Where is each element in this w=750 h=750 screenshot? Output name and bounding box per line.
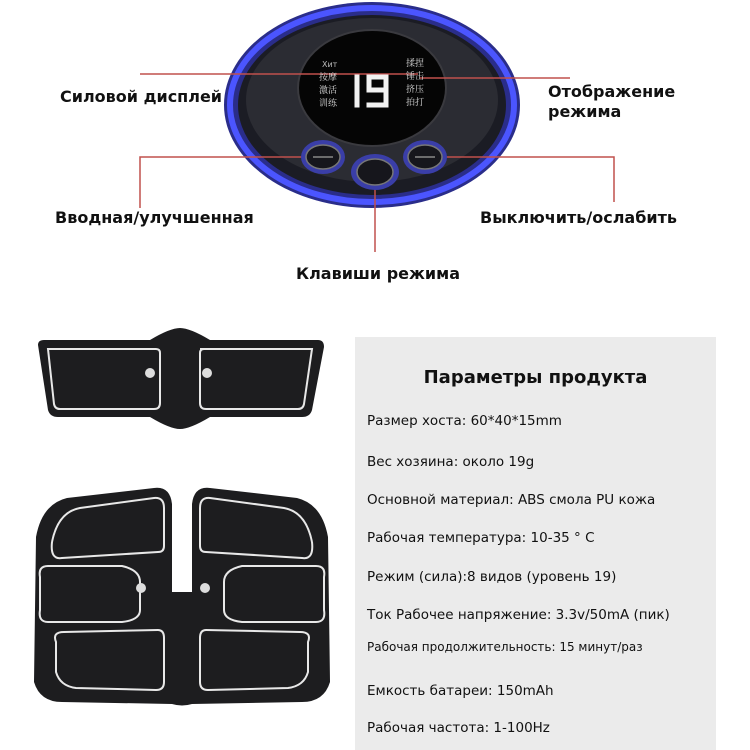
callout-mode-keys: Клавиши режима xyxy=(296,264,461,283)
left-mode-labels xyxy=(319,72,337,111)
callout-mode-display xyxy=(548,82,675,122)
mode-label: 激活 xyxy=(319,86,338,96)
display-mode-text: Хит xyxy=(322,60,338,69)
callout-power-display: Силовой дисплей xyxy=(60,87,223,106)
param-work-temp: Рабочая температура: 10-35 ° C xyxy=(367,530,595,546)
device-illustration xyxy=(0,0,750,300)
param-current-voltage: Ток Рабочее напряжение: 3.3v/50mA (пик) xyxy=(367,607,670,623)
param-host-weight: Вес хозяина: около 19g xyxy=(367,454,535,470)
level-readout xyxy=(352,70,353,71)
param-material: Основной материал: ABS смола PU кожа xyxy=(367,492,656,508)
param-host-size: Размер хоста: 60*40*15mm xyxy=(367,413,562,429)
param-work-duration: Рабочая продолжительность: 15 минут/раз xyxy=(367,640,643,654)
mode-label: 训练 xyxy=(319,99,338,109)
mode-label: 锤击 xyxy=(406,72,425,82)
mode-label: 揉捏 xyxy=(406,59,425,69)
params-title: Параметры продукта xyxy=(423,367,648,388)
param-battery-capacity: Емкость батареи: 150mAh xyxy=(367,683,554,699)
abs-pad-illustration xyxy=(22,482,342,712)
mode-label: 按摩 xyxy=(319,73,338,83)
product-parameters-panel xyxy=(355,337,716,750)
param-mode-strength: Режим (сила):8 видов (уровень 19) xyxy=(367,569,617,585)
callout-input-upgrade: Вводная/улучшенная xyxy=(55,208,254,227)
callout-mode-display-line2: режима xyxy=(548,102,622,121)
mode-label: 挤压 xyxy=(406,85,425,95)
mode-label: 拍打 xyxy=(406,98,425,108)
right-mode-labels xyxy=(406,58,424,110)
param-work-frequency: Рабочая частота: 1-100Hz xyxy=(367,720,550,736)
callout-off-weaken: Выключить/ослабить xyxy=(480,208,677,227)
callout-mode-display-line1: Отображение xyxy=(548,82,676,101)
arm-pad-illustration xyxy=(30,325,330,430)
